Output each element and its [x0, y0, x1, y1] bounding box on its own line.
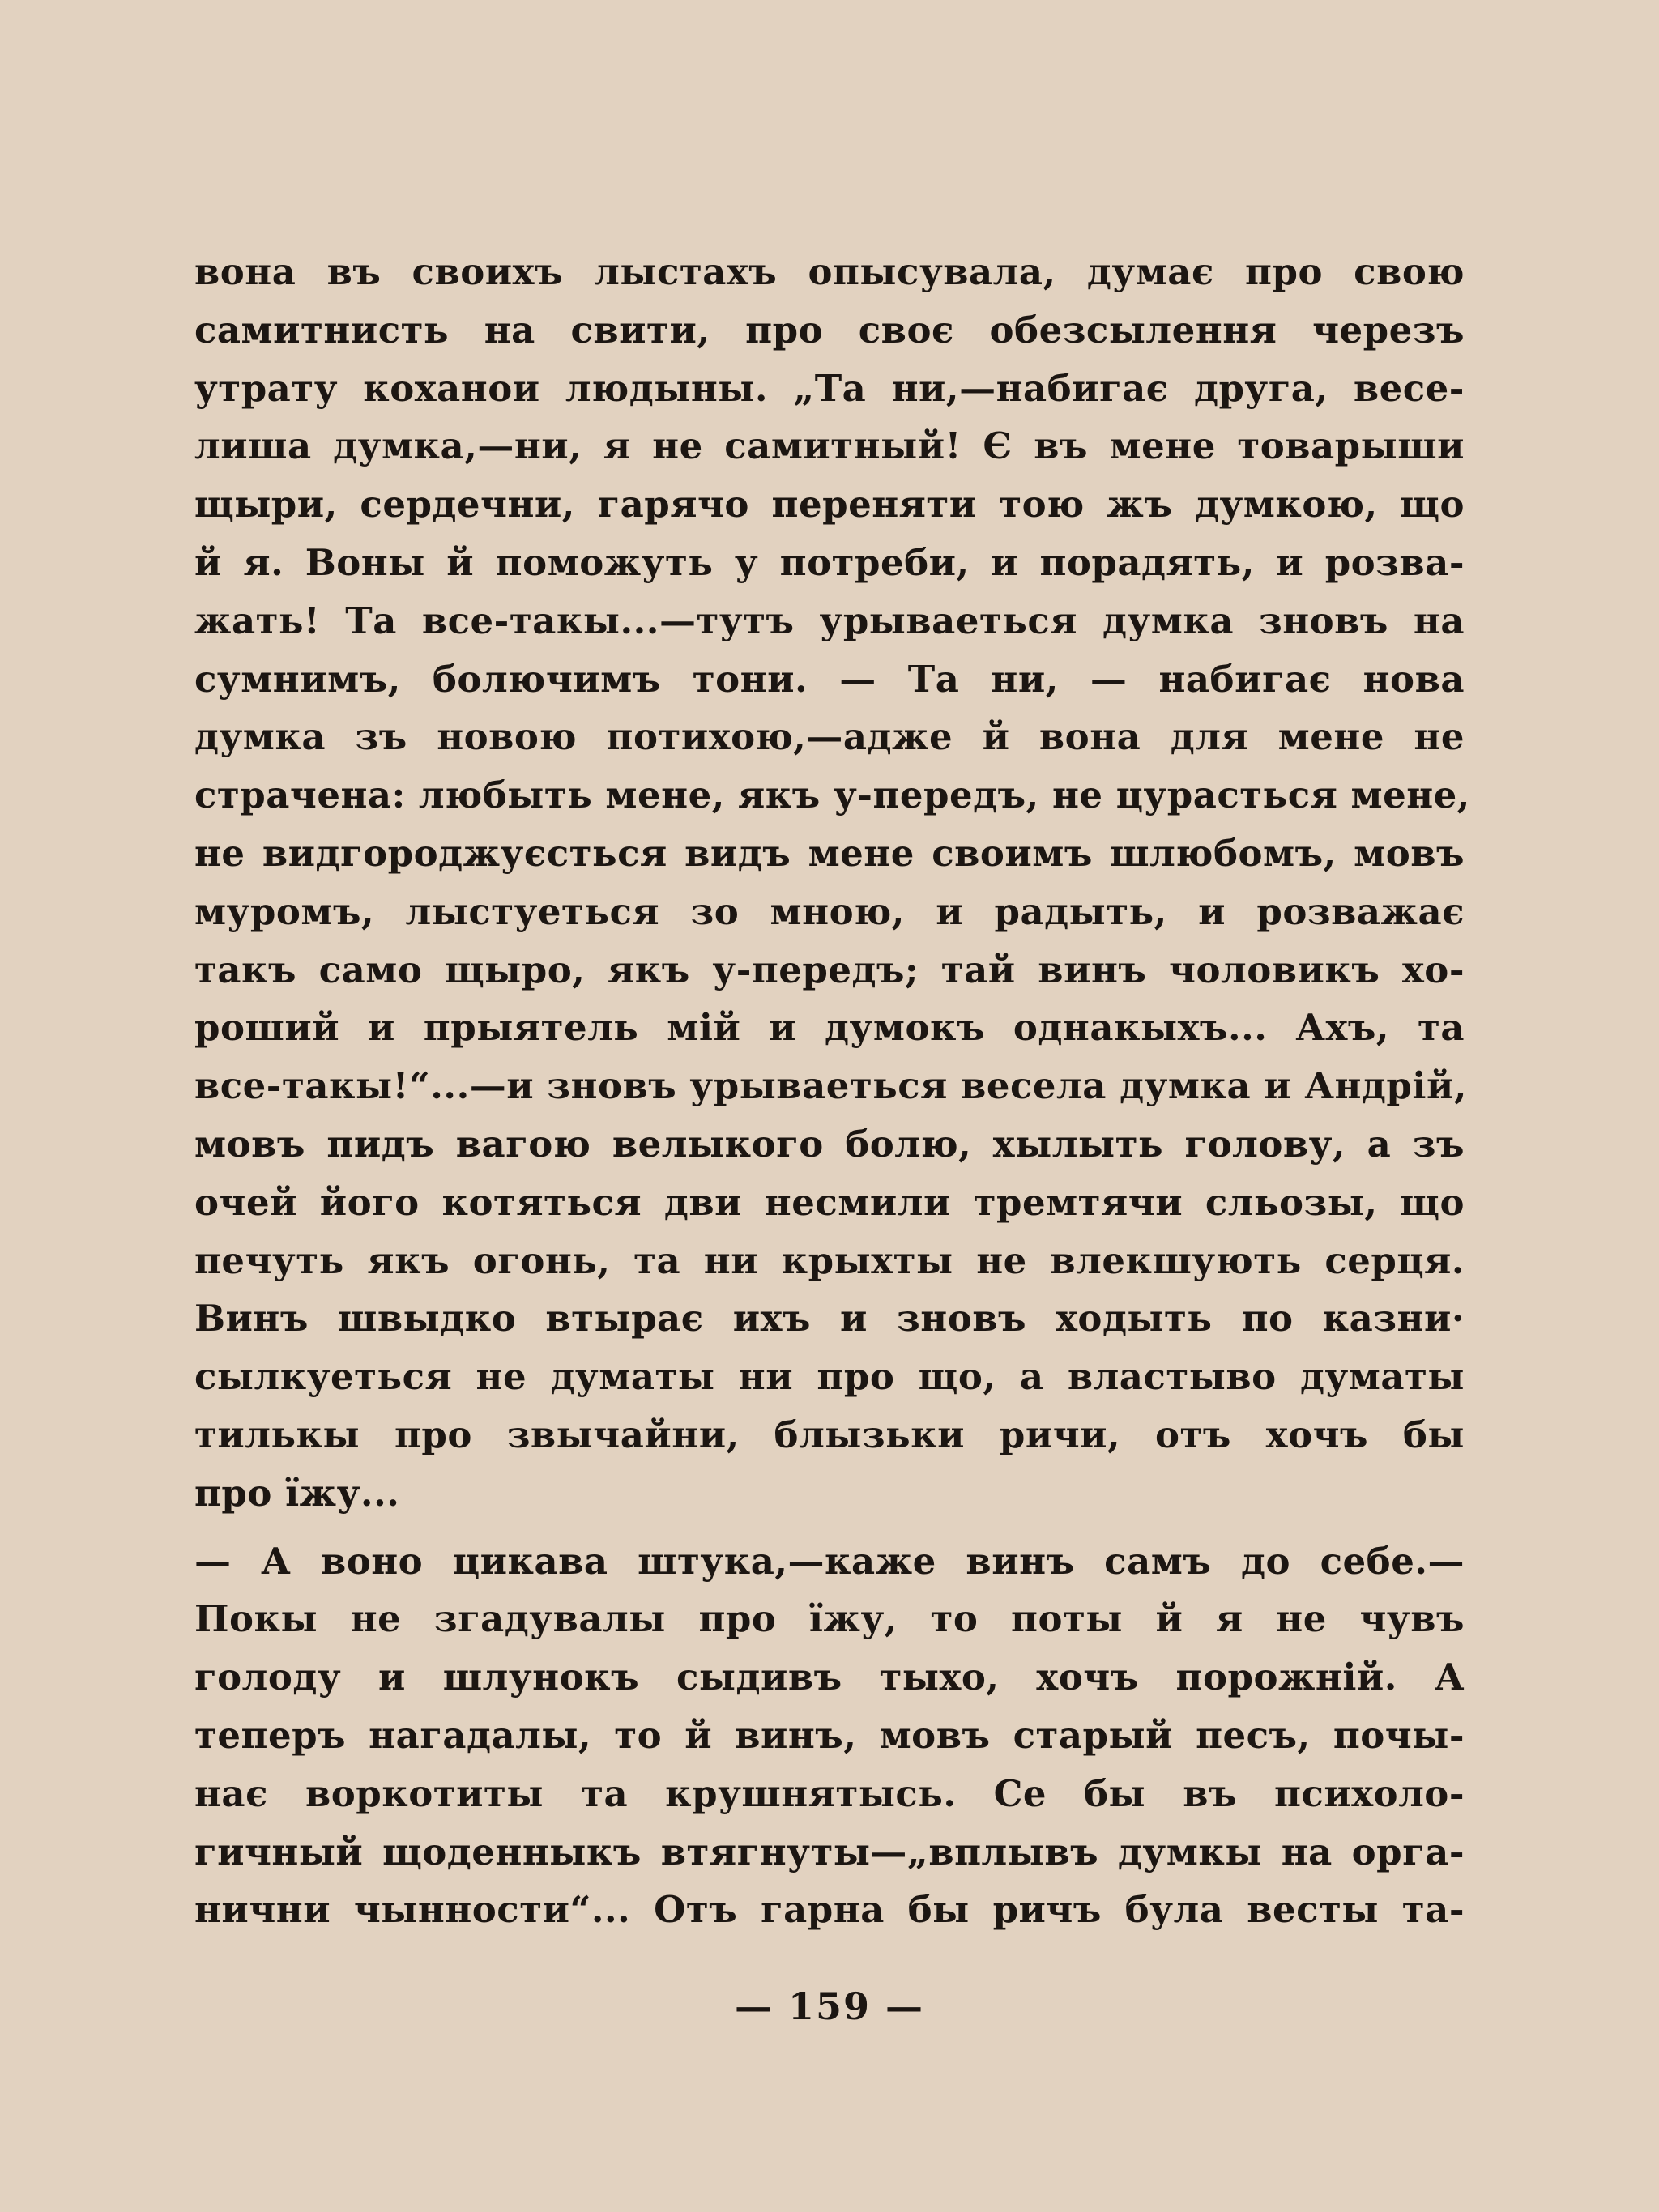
- text-line: не видгороджуєсться видъ мене своимъ шлюбомъ, мовъ: [194, 831, 1465, 875]
- text-line: думка зъ новою потихою,—адже й вона для мене не: [194, 715, 1465, 759]
- text-line: печуть якъ огонь, та ни крыхты не влекшують серця.: [194, 1238, 1465, 1282]
- text-line: мовъ пидъ вагою велыкого болю, хылыть голову, а зъ: [194, 1122, 1465, 1166]
- text-line: — А воно цикава штука,—каже винъ самъ до себе.—: [194, 1539, 1465, 1583]
- text-line: сумнимъ, болючимъ тони. — Та ни, — набигає нова: [194, 657, 1465, 701]
- text-line: страчена: любыть мене, якъ у-передъ, не цурасться мене,: [194, 774, 1470, 817]
- paragraph-2: [194, 1532, 1465, 1940]
- page-text: [194, 243, 1470, 1939]
- text-line: Покы не згадувалы про їжу, то поты й я не чувъ: [194, 1597, 1465, 1641]
- text-line: нични чынности“... Отъ гарна бы ричъ була весты та-: [194, 1888, 1465, 1932]
- text-line: лиша думка,—ни, я не самитный! Є въ мене товарыши: [194, 424, 1465, 468]
- text-line: Винъ швыдко втырає ихъ и зновъ ходыть по казни·: [194, 1297, 1465, 1340]
- text-line: тилькы про звычайни, блызьки ричи, отъ хочъ бы: [194, 1413, 1465, 1456]
- page-number: — 159 —: [734, 1984, 925, 2028]
- text-line: жать! Та все-такы...—тутъ урываеться думка зновъ на: [194, 599, 1465, 642]
- text-line: гичный щоденныкъ втягнуты—„вплывъ думкы на орга-: [194, 1830, 1465, 1873]
- text-line: такъ само щыро, якъ у-передъ; тай винъ чоловикъ хо-: [194, 948, 1465, 991]
- text-line: сылкуеться не думаты ни про що, а властыво думаты: [194, 1355, 1465, 1399]
- text-line: все-такы!“...—и зновъ урываеться весела думка и Андрій,: [194, 1064, 1468, 1108]
- text-line: роший и прыятель мій и думокъ однакыхъ... Ахъ, та: [194, 1006, 1465, 1050]
- text-line: муромъ, лыстуеться зо мною, и радыть, и розважає: [194, 889, 1465, 933]
- text-line: про їжу...: [194, 1471, 400, 1515]
- text-line: утрату коханои людыны. „Та ни,—набигає друга, весе-: [194, 366, 1465, 410]
- paragraph-1: [194, 243, 1470, 1523]
- text-line: щыри, сердечни, гарячо переняти тою жъ думкою, що: [194, 483, 1465, 526]
- text-line: самитнисть на свити, про своє обезсылення черезъ: [194, 308, 1465, 352]
- text-line: очей його котяться дви несмили тремтячи сльозы, що: [194, 1180, 1465, 1224]
- text-line: нає воркотиты та крушнятысь. Се бы въ психоло-: [194, 1771, 1465, 1815]
- text-line: вона въ своихъ лыстахъ опысувала, думає про свою: [194, 250, 1465, 293]
- text-line: й я. Воны й поможуть у потреби, и порадять, и розва-: [194, 540, 1465, 584]
- text-line: голоду и шлунокъ сыдивъ тыхо, хочъ порожній. А: [194, 1656, 1465, 1699]
- text-line: теперъ нагадалы, то й винъ, мовъ старый песъ, почы-: [194, 1713, 1465, 1757]
